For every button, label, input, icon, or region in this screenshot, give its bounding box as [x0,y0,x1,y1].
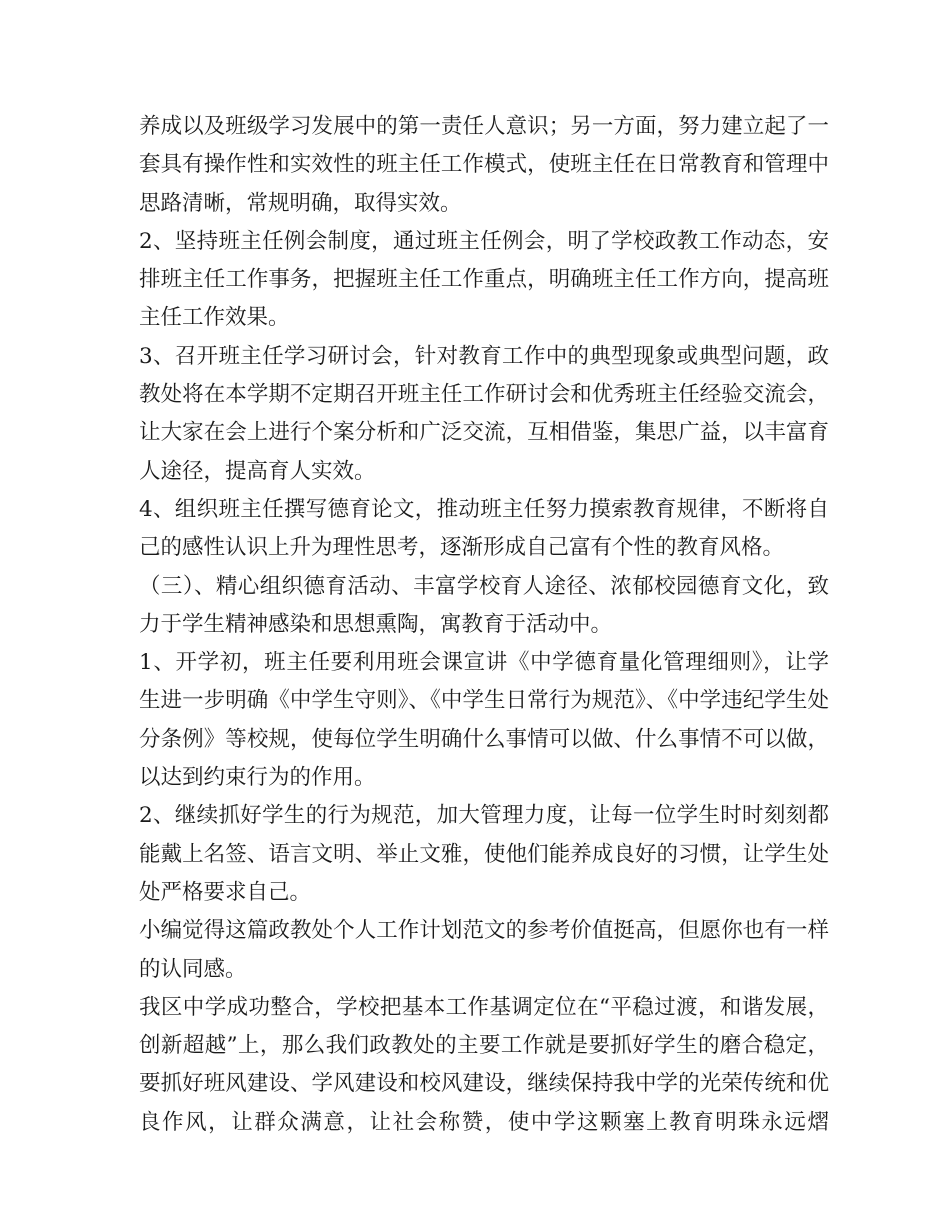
paragraph-school-intro: 我区中学成功整合，学校把基本工作基调定位在“平稳过渡，和谐发展，创新超越”上，那么我们政教处的主要工作就是要抓好学生的磨合稳定，要抓好班风建设、学风建设和校风建设，继续保持我中学的光荣传统和优良作风，让群众满意，让社会称赞，使中学这颗塞上教育明珠永远熠 [139,994,829,1135]
paragraph-item-4-essay: 4、组织班主任撰写德育论文，推动班主任努力摸索教育规律，不断将自己的感性认识上升为理性思考，逐渐形成自己富有个性的教育风格。 [139,496,829,561]
paragraph-item-2-meeting: 2、坚持班主任例会制度，通过班主任例会，明了学校政教工作动态，安排班主任工作事务，把握班主任工作重点，明确班主任工作方向，提高班主任工作效果。 [139,228,829,331]
paragraph-editor-note: 小编觉得这篇政教处个人工作计划范文的参考价值挺高，但愿你也有一样的认同感。 [139,918,829,982]
paragraph-item-2-behavior: 2、继续抓好学生的行为规范，加大管理力度，让每一位学生时时刻刻都能戴上名签、语言文明、举止文雅，使他们能养成良好的习惯，让学生处处严格要求自己。 [139,803,829,905]
paragraph-item-3-seminar: 3、召开班主任学习研讨会，针对教育工作中的典型现象或典型问题，政教处将在本学期不定期召开班主任工作研讨会和优秀班主任经验交流会，让大家在会上进行个案分析和广泛交流，互相借鉴，集思广益，以丰富育人途径，提高育人实效。 [139,343,829,484]
paragraph-continuation: 养成以及班级学习发展中的第一责任人意识；另一方面，努力建立起了一套具有操作性和实效性的班主任工作模式，使班主任在日常教育和管理中思路清晰，常规明确，取得实效。 [139,114,829,216]
section-heading-three: （三）、精心组织德育活动、丰富学校育人途径、浓郁校园德育文化，致力于学生精神感染和思想熏陶，寓教育于活动中。 [139,573,829,637]
paragraph-item-1-semester-start: 1、开学初，班主任要利用班会课宣讲《中学德育量化管理细则》，让学生进一步明确《中学生守则》、《中学生日常行为规范》、《中学违纪学生处分条例》等校规，使每位学生明确什么事情可以做、什么事情不可以做，以达到约束行为的作用。 [139,650,829,791]
document-body [139,108,829,1142]
